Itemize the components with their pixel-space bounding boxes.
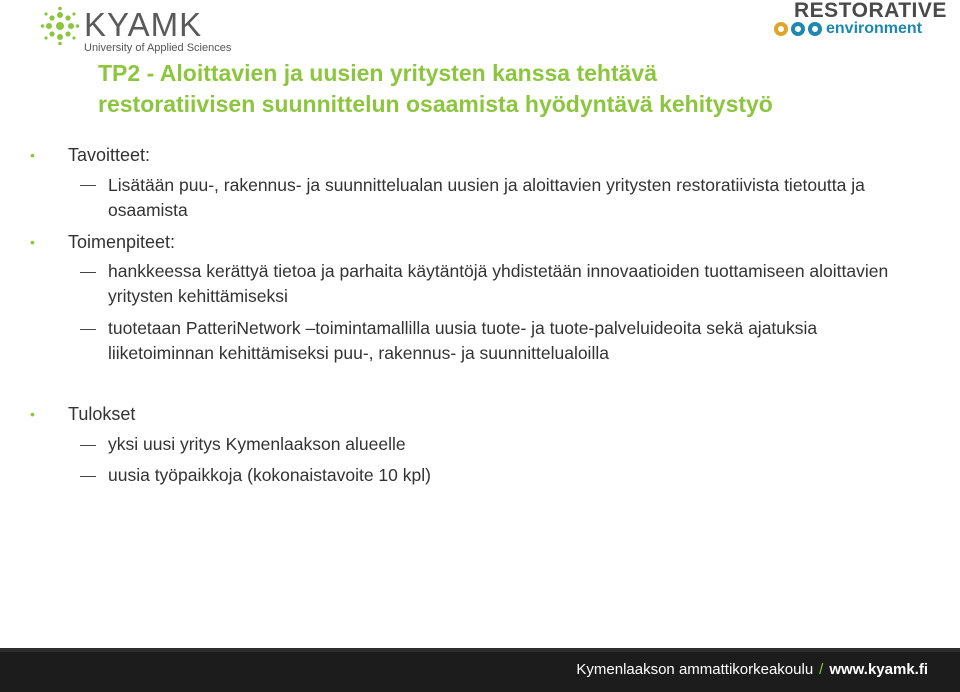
slide-title bbox=[98, 58, 918, 120]
actions-item-2: tuotetaan PatteriNetwork –toimintamallilla uusia tuote- ja tuote-palveluideoita sekä ajatuksia liiketoiminnan kehittämiseksi puu-, rakennus- ja suunnittelualoilla bbox=[108, 318, 818, 363]
restorative-environment-logo bbox=[766, 0, 956, 44]
dash-icon bbox=[80, 329, 96, 330]
footer-stripe bbox=[0, 648, 960, 652]
dash-icon bbox=[80, 185, 96, 186]
dash-icon bbox=[80, 272, 96, 273]
dot-icon bbox=[774, 22, 788, 36]
restorative-wordmark: RESTORATIVE bbox=[794, 0, 947, 22]
goals-heading: Tavoitteet: bbox=[68, 145, 151, 165]
restorative-dots-icon bbox=[774, 22, 822, 36]
footer-separator: / bbox=[819, 661, 824, 678]
dot-icon bbox=[808, 22, 822, 36]
dash-icon bbox=[80, 476, 96, 477]
results-item-1: yksi uusi yritys Kymenlaakson alueelle bbox=[108, 434, 406, 454]
kyamk-emblem-icon bbox=[40, 6, 80, 46]
bullet-icon: • bbox=[30, 406, 35, 422]
goals-item-1: Lisätään puu-, rakennus- ja suunnittelualan uusien ja aloittavien yritysten restoratiivista tietoutta ja osaamista bbox=[108, 175, 865, 220]
slide-title-line-1: TP2 - Aloittavien ja uusien yritysten kanssa tehtävä bbox=[98, 60, 658, 86]
kyamk-subtitle: University of Applied Sciences bbox=[84, 42, 232, 54]
actions-heading: Toimenpiteet: bbox=[68, 232, 176, 252]
footer-website-link[interactable]: www.kyamk.fi bbox=[829, 661, 928, 678]
results-item-2: uusia työpaikkoja (kokonaistavoite 10 kpl) bbox=[108, 465, 431, 485]
results-heading: Tulokset bbox=[68, 404, 136, 424]
actions-item-1: hankkeessa kerättyä tietoa ja parhaita käytäntöjä yhdistetään innovaatioiden tuottamiseen aloittavien yritysten kehittämiseksi bbox=[108, 261, 889, 306]
footer-org: Kymenlaakson ammattikorkeakoulu bbox=[576, 661, 814, 678]
bullet-icon: • bbox=[30, 147, 35, 163]
dash-icon bbox=[80, 445, 96, 446]
kyamk-wordmark: KYAMK bbox=[84, 6, 203, 43]
dot-icon bbox=[791, 22, 805, 36]
footer-text bbox=[576, 661, 928, 678]
slide-title-line-2: restoratiivisen suunnittelun osaamista hyödyntävä kehitystyö bbox=[98, 91, 773, 117]
bullet-icon: • bbox=[30, 234, 35, 250]
footer-bar bbox=[0, 648, 960, 692]
environment-wordmark: environment bbox=[826, 20, 923, 37]
kyamk-logo bbox=[40, 6, 230, 54]
